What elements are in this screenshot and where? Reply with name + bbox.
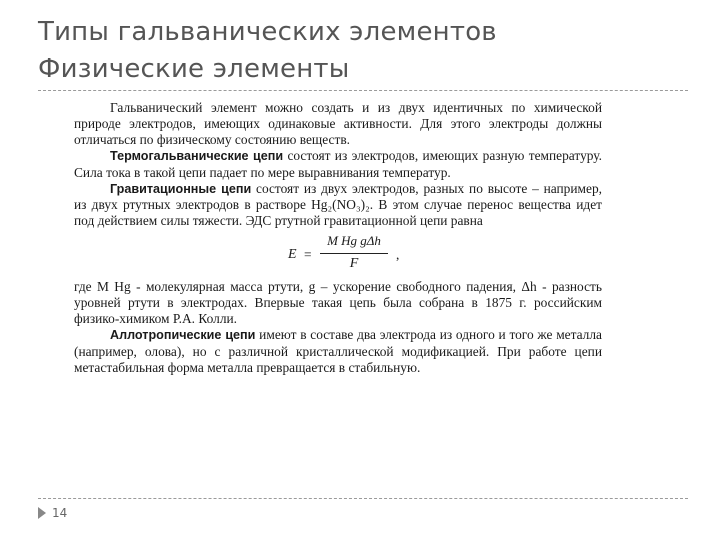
top-divider <box>38 90 688 91</box>
title-line-2: Физические элементы <box>38 54 350 84</box>
paragraph-intro: Гальванический элемент можно создать и из двух идентичных по химической природе электродов, имеющих одинаковые активности. Для этого электроды должны отличаться по физическому состоянию веществ. <box>74 100 602 147</box>
gravity-text: состоят из двух электродов, разных по высоте – например, из двух ртутных электродов в растворе Hg₂(NO₃)₂. В этом случае перенос вещества идет под действием силы тяжести. ЭДС ртутной гравитационной цепи равна <box>74 180 602 229</box>
formula-lhs: E <box>288 247 297 263</box>
term-gravity: Гравитационные цепи <box>110 181 252 196</box>
paragraph-where: где M Hg - молекулярная масса ртути, g – ускорение свободного падения, Δh - разность уровней ртути в электродах. Впервые такая цепь была собрана в 1875 г. российским физико-химиком Р.А. Колли. <box>74 279 602 327</box>
allotropic-text: имеют в составе два электрода из одного и того же металла (например, олова), но с различной кристаллической модификацией. При работе цепи метастабильная форма металла превращается в стабильную. <box>74 326 602 375</box>
thermo-text: состоят из электродов, имеющих разную температуру. Сила тока в такой цепи падает по мере выравнивания температур. <box>74 147 602 180</box>
formula-denominator: F <box>349 256 359 272</box>
fraction-bar <box>320 253 388 254</box>
paragraph-thermo <box>74 148 602 181</box>
paragraph-allotropic <box>74 327 602 376</box>
title-line-1: Типы гальванических элементов <box>38 17 497 47</box>
paragraph-gravity <box>74 181 602 230</box>
formula-equals: = <box>304 247 312 263</box>
formula-numerator: M Hg gΔh <box>327 233 381 249</box>
term-thermo: Термогальванические цепи <box>110 148 284 163</box>
term-allotropic: Аллотропические цепи <box>110 327 256 342</box>
emf-formula <box>74 233 602 277</box>
page-number: 14 <box>52 506 68 520</box>
document-scan <box>74 100 602 496</box>
triangle-bullet-icon <box>38 507 46 519</box>
bottom-divider <box>38 498 688 499</box>
slide-title <box>38 14 698 88</box>
formula-comma: , <box>396 247 400 263</box>
